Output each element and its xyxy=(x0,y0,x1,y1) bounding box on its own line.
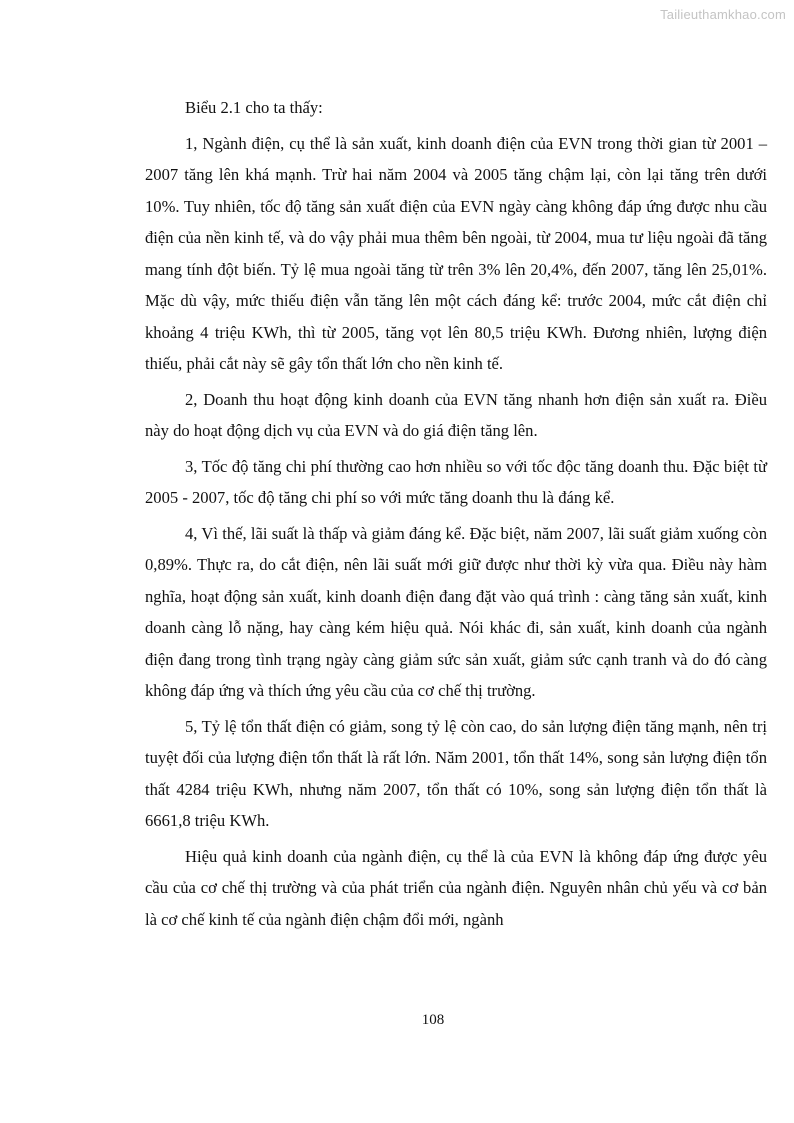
document-body xyxy=(145,92,767,939)
paragraph-intro: Biểu 2.1 cho ta thấy: xyxy=(185,98,323,117)
watermark: Tailieuthamkhao.com xyxy=(660,7,786,22)
paragraph-point-1: 1, Ngành điện, cụ thể là sản xuất, kinh doanh điện của EVN trong thời gian từ 2001 – 2007 tăng lên khá mạnh. Trừ hai năm 2004 và 2005 tăng chậm lại, còn lại tăng trên dưới 10%. Tuy nhiên, tốc độ tăng sản xuất điện của EVN ngày càng không đáp ứng được nhu cầu điện của nền kinh tế, và do vậy phải mua thêm bên ngoài, từ 2004, mua tư liệu ngoài đã tăng mang tính đột biến. Tỷ lệ mua ngoài tăng từ trên 3% lên 20,4%, đến 2007, tăng lên 25,01%. Mặc dù vậy, mức thiếu điện vẫn tăng lên một cách đáng kể: trước 2004, mức cắt điện chỉ khoảng 4 triệu KWh, thì từ 2005, tăng vọt lên 80,5 triệu KWh. Đương nhiên, lượng điện thiếu, phải cắt này sẽ gây tổn thất lớn cho nền kinh tế. xyxy=(145,133,767,373)
paragraph-point-3: 3, Tốc độ tăng chi phí thường cao hơn nhiều so với tốc độc tăng doanh thu. Đặc biệt từ 2005 - 2007, tốc độ tăng chi phí so với mức tăng doanh thu là đáng kể. xyxy=(145,456,767,507)
paragraph-conclusion: Hiệu quả kinh doanh của ngành điện, cụ thể là của EVN là không đáp ứng được yêu cầu của cơ chế thị trường và của phát triển của ngành điện. Nguyên nhân chủ yếu và cơ bản là cơ chế kinh tế của ngành điện chậm đổi mới, ngành xyxy=(145,846,767,929)
page-number: 108 xyxy=(421,1012,445,1028)
paragraph-point-4: 4, Vì thế, lãi suất là thấp và giảm đáng kể. Đặc biệt, năm 2007, lãi suất giảm xuống còn 0,89%. Thực ra, do cắt điện, nên lãi suất mới giữ được như thời kỳ vừa qua. Điều này hàm nghĩa, hoạt động sản xuất, kinh doanh điện đang đặt vào quá trình : càng tăng sản xuất, kinh doanh càng lỗ nặng, hay càng kém hiệu quả. Nói khác đi, sản xuất, kinh doanh của ngành điện đang trong tình trạng ngày càng giảm sức sản xuất, giảm sức cạnh tranh và do đó càng không đáp ứng và thích ứng yêu cầu của cơ chế thị trường. xyxy=(145,523,767,700)
paragraph-point-5: 5, Tỷ lệ tổn thất điện có giảm, song tỷ lệ còn cao, do sản lượng điện tăng mạnh, nên trị tuyệt đối của lượng điện tổn thất là rất lớn. Năm 2001, tổn thất 14%, song sản lượng điện tổn thất 4284 triệu KWh, nhưng năm 2007, tổn thất có 10%, song sản lượng điện tổn thất là 6661,8 triệu KWh. xyxy=(145,716,767,830)
paragraph-point-2: 2, Doanh thu hoạt động kinh doanh của EVN tăng nhanh hơn điện sản xuất ra. Điều này do hoạt động dịch vụ của EVN và do giá điện tăng lên. xyxy=(145,389,767,440)
